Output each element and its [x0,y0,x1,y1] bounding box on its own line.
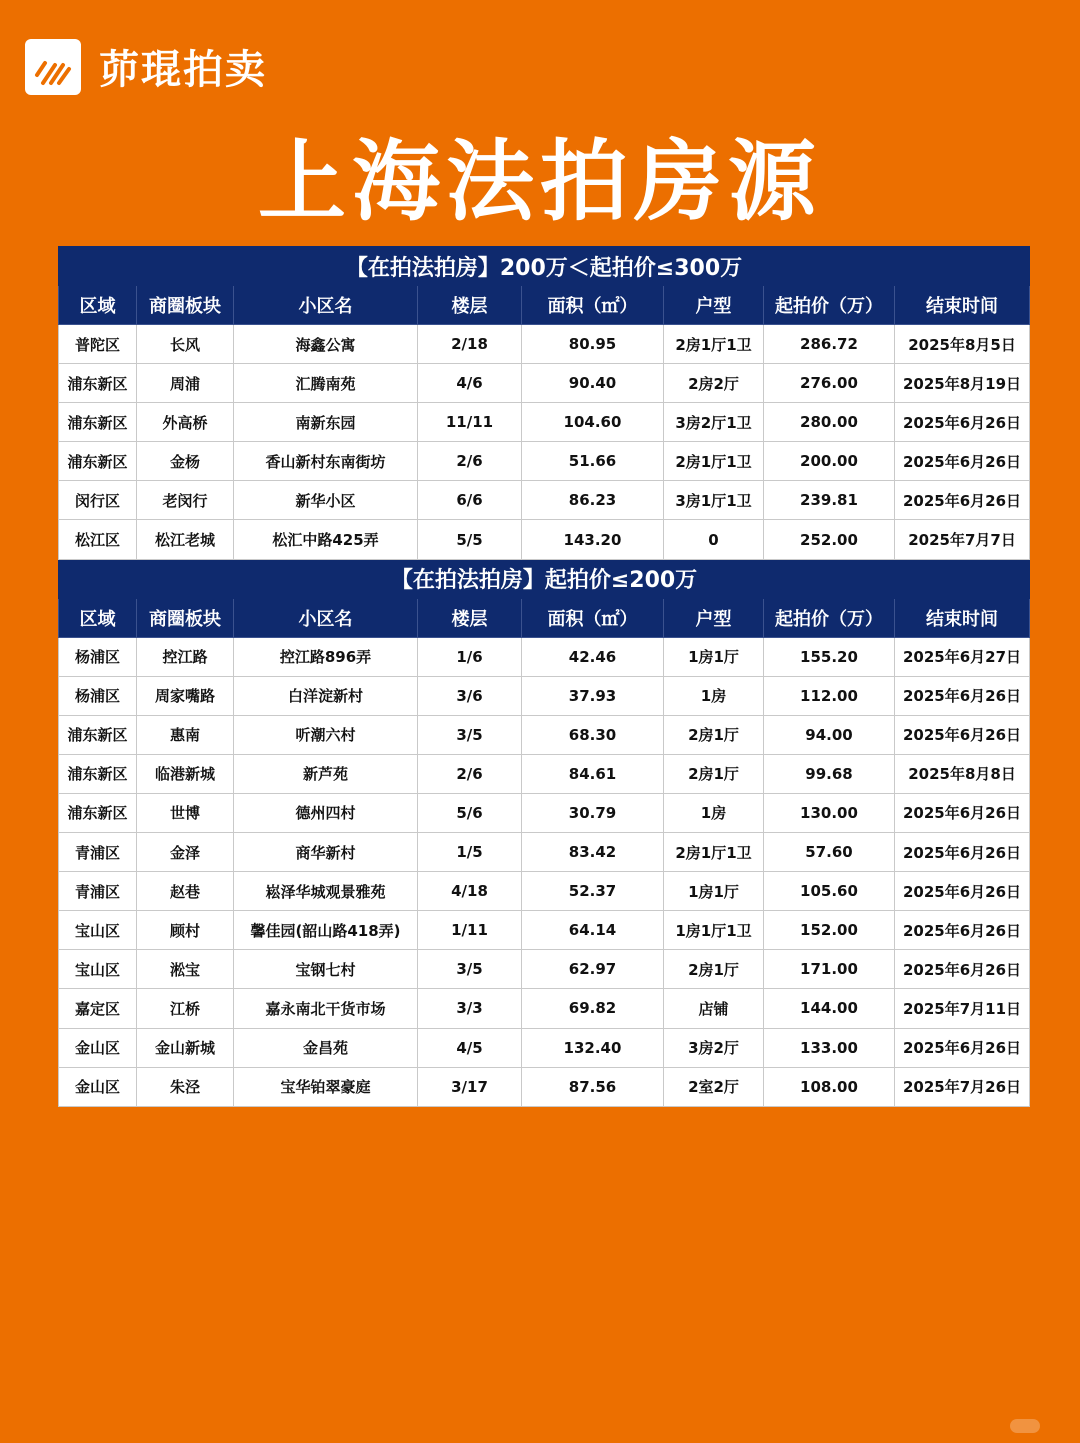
cell-floor: 2/6 [418,442,522,481]
cell-district: 金山区 [59,1067,137,1106]
cell-size: 104.60 [522,403,664,442]
cell-district: 松江区 [59,520,137,559]
cell-price: 99.68 [764,754,895,793]
section-title-row [59,559,1030,598]
cell-layout: 2房1厅 [664,950,764,989]
cell-area: 金山新城 [137,1028,234,1067]
cell-district: 宝山区 [59,950,137,989]
cell-area: 惠南 [137,715,234,754]
cell-layout: 3房1厅1卫 [664,481,764,520]
column-header-row [59,598,1030,637]
cell-price: 152.00 [764,911,895,950]
cell-price: 155.20 [764,637,895,676]
cell-floor: 1/11 [418,911,522,950]
cell-end-date: 2025年6月26日 [895,793,1030,832]
cell-district: 浦东新区 [59,754,137,793]
section-title-row [59,247,1030,286]
cell-district: 浦东新区 [59,715,137,754]
cell-community: 崧泽华城观景雅苑 [234,872,418,911]
cell-area: 江桥 [137,989,234,1028]
cell-layout: 2房1厅 [664,715,764,754]
cell-district: 浦东新区 [59,403,137,442]
cell-area: 淞宝 [137,950,234,989]
cell-community: 香山新村东南街坊 [234,442,418,481]
table-row [59,442,1030,481]
table-row [59,950,1030,989]
table-row [59,872,1030,911]
cell-layout: 店铺 [664,989,764,1028]
cell-price: 105.60 [764,872,895,911]
cell-size: 143.20 [522,520,664,559]
brand-name: 茆琨拍卖 [99,47,267,93]
column-header-end-date: 结束时间 [895,598,1030,637]
cell-size: 64.14 [522,911,664,950]
cell-end-date: 2025年6月26日 [895,715,1030,754]
cell-district: 宝山区 [59,911,137,950]
cell-area: 金泽 [137,833,234,872]
cell-floor: 5/5 [418,520,522,559]
table-row [59,1067,1030,1106]
cell-area: 外高桥 [137,403,234,442]
cell-floor: 4/6 [418,364,522,403]
column-header-price: 起拍价（万） [764,598,895,637]
column-header-size: 面积（㎡） [522,286,664,325]
cell-price: 94.00 [764,715,895,754]
cell-area: 赵巷 [137,872,234,911]
cell-floor: 1/5 [418,833,522,872]
cell-end-date: 2025年6月26日 [895,911,1030,950]
cell-community: 宝华铂翠豪庭 [234,1067,418,1106]
column-header-area: 商圈板块 [137,598,234,637]
table-row [59,637,1030,676]
cell-end-date: 2025年8月8日 [895,754,1030,793]
cell-layout: 2房1厅 [664,754,764,793]
cell-floor: 1/6 [418,637,522,676]
cell-end-date: 2025年6月26日 [895,676,1030,715]
cell-floor: 3/5 [418,715,522,754]
cell-area: 控江路 [137,637,234,676]
cell-district: 普陀区 [59,325,137,364]
table-row [59,1028,1030,1067]
cell-layout: 2室2厅 [664,1067,764,1106]
cell-area: 顾村 [137,911,234,950]
cell-layout: 1房1厅1卫 [664,911,764,950]
cell-size: 90.40 [522,364,664,403]
column-header-community: 小区名 [234,286,418,325]
cell-floor: 3/17 [418,1067,522,1106]
cell-floor: 2/6 [418,754,522,793]
cell-community: 嘉永南北干货市场 [234,989,418,1028]
watermark [1010,1419,1040,1433]
cell-end-date: 2025年6月26日 [895,1028,1030,1067]
cell-size: 42.46 [522,637,664,676]
table-row [59,833,1030,872]
cell-district: 浦东新区 [59,364,137,403]
cell-area: 老闵行 [137,481,234,520]
cell-layout: 1房 [664,793,764,832]
cell-price: 200.00 [764,442,895,481]
cell-area: 周家嘴路 [137,676,234,715]
cell-area: 金杨 [137,442,234,481]
listing-table [58,246,1030,1107]
cell-price: 108.00 [764,1067,895,1106]
stripes-logo-icon [25,39,81,95]
column-header-size: 面积（㎡） [522,598,664,637]
cell-floor: 3/3 [418,989,522,1028]
cell-area: 周浦 [137,364,234,403]
column-header-district: 区域 [59,598,137,637]
section-title: 【在拍法拍房】起拍价≤200万 [59,559,1030,598]
cell-size: 87.56 [522,1067,664,1106]
cell-end-date: 2025年6月26日 [895,833,1030,872]
cell-price: 239.81 [764,481,895,520]
cell-community: 控江路896弄 [234,637,418,676]
column-header-floor: 楼层 [418,286,522,325]
cell-community: 听潮六村 [234,715,418,754]
cell-price: 144.00 [764,989,895,1028]
cell-layout: 2房2厅 [664,364,764,403]
cell-end-date: 2025年6月27日 [895,637,1030,676]
cell-floor: 3/6 [418,676,522,715]
table-row [59,676,1030,715]
cell-size: 52.37 [522,872,664,911]
cell-price: 171.00 [764,950,895,989]
cell-price: 286.72 [764,325,895,364]
cell-size: 84.61 [522,754,664,793]
column-header-end-date: 结束时间 [895,286,1030,325]
cell-price: 252.00 [764,520,895,559]
table-row [59,989,1030,1028]
cell-community: 商华新村 [234,833,418,872]
cell-district: 青浦区 [59,872,137,911]
cell-layout: 0 [664,520,764,559]
cell-district: 浦东新区 [59,442,137,481]
cell-area: 朱泾 [137,1067,234,1106]
cell-area: 世博 [137,793,234,832]
cell-layout: 2房1厅1卫 [664,442,764,481]
cell-floor: 2/18 [418,325,522,364]
column-header-layout: 户型 [664,598,764,637]
cell-floor: 11/11 [418,403,522,442]
cell-end-date: 2025年6月26日 [895,872,1030,911]
table-row [59,520,1030,559]
cell-end-date: 2025年7月11日 [895,989,1030,1028]
table-row [59,754,1030,793]
cell-size: 37.93 [522,676,664,715]
cell-end-date: 2025年8月19日 [895,364,1030,403]
table-row [59,481,1030,520]
cell-size: 30.79 [522,793,664,832]
cell-layout: 2房1厅1卫 [664,833,764,872]
cell-community: 松汇中路425弄 [234,520,418,559]
cell-layout: 1房 [664,676,764,715]
cell-area: 临港新城 [137,754,234,793]
cell-layout: 1房1厅 [664,872,764,911]
cell-end-date: 2025年6月26日 [895,442,1030,481]
cell-size: 132.40 [522,1028,664,1067]
cell-price: 112.00 [764,676,895,715]
table-row [59,715,1030,754]
cell-community: 德州四村 [234,793,418,832]
cell-district: 嘉定区 [59,989,137,1028]
cell-layout: 1房1厅 [664,637,764,676]
table-row [59,364,1030,403]
cell-district: 杨浦区 [59,637,137,676]
column-header-area: 商圈板块 [137,286,234,325]
cell-area: 松江老城 [137,520,234,559]
cell-community: 馨佳园(韶山路418弄) [234,911,418,950]
column-header-district: 区域 [59,286,137,325]
column-header-price: 起拍价（万） [764,286,895,325]
cell-size: 68.30 [522,715,664,754]
cell-end-date: 2025年8月5日 [895,325,1030,364]
cell-end-date: 2025年6月26日 [895,481,1030,520]
cell-district: 金山区 [59,1028,137,1067]
table-row [59,911,1030,950]
cell-size: 62.97 [522,950,664,989]
table-row [59,325,1030,364]
cell-end-date: 2025年7月7日 [895,520,1030,559]
cell-community: 海鑫公寓 [234,325,418,364]
cell-floor: 5/6 [418,793,522,832]
cell-layout: 3房2厅 [664,1028,764,1067]
cell-size: 86.23 [522,481,664,520]
cell-layout: 2房1厅1卫 [664,325,764,364]
cell-community: 汇腾南苑 [234,364,418,403]
listing-table-container [58,246,1029,1107]
cell-size: 80.95 [522,325,664,364]
cell-price: 133.00 [764,1028,895,1067]
section-title: 【在拍法拍房】200万＜起拍价≤300万 [59,247,1030,286]
cell-floor: 4/18 [418,872,522,911]
cell-district: 闵行区 [59,481,137,520]
table-row [59,793,1030,832]
cell-price: 57.60 [764,833,895,872]
cell-district: 浦东新区 [59,793,137,832]
brand [25,38,267,95]
cell-community: 新华小区 [234,481,418,520]
cell-size: 69.82 [522,989,664,1028]
cell-community: 白洋淀新村 [234,676,418,715]
cell-end-date: 2025年7月26日 [895,1067,1030,1106]
cell-layout: 3房2厅1卫 [664,403,764,442]
column-header-row [59,286,1030,325]
column-header-floor: 楼层 [418,598,522,637]
cell-community: 金昌苑 [234,1028,418,1067]
cell-district: 杨浦区 [59,676,137,715]
cell-end-date: 2025年6月26日 [895,950,1030,989]
cell-price: 280.00 [764,403,895,442]
cell-community: 新芦苑 [234,754,418,793]
column-header-community: 小区名 [234,598,418,637]
cell-community: 宝钢七村 [234,950,418,989]
cell-district: 青浦区 [59,833,137,872]
cell-size: 83.42 [522,833,664,872]
cell-community: 南新东园 [234,403,418,442]
cell-floor: 6/6 [418,481,522,520]
cell-floor: 4/5 [418,1028,522,1067]
cell-price: 130.00 [764,793,895,832]
page-title: 上海法拍房源 [257,130,822,233]
cell-floor: 3/5 [418,950,522,989]
cell-end-date: 2025年6月26日 [895,403,1030,442]
table-row [59,403,1030,442]
cell-area: 长风 [137,325,234,364]
cell-price: 276.00 [764,364,895,403]
cell-size: 51.66 [522,442,664,481]
column-header-layout: 户型 [664,286,764,325]
